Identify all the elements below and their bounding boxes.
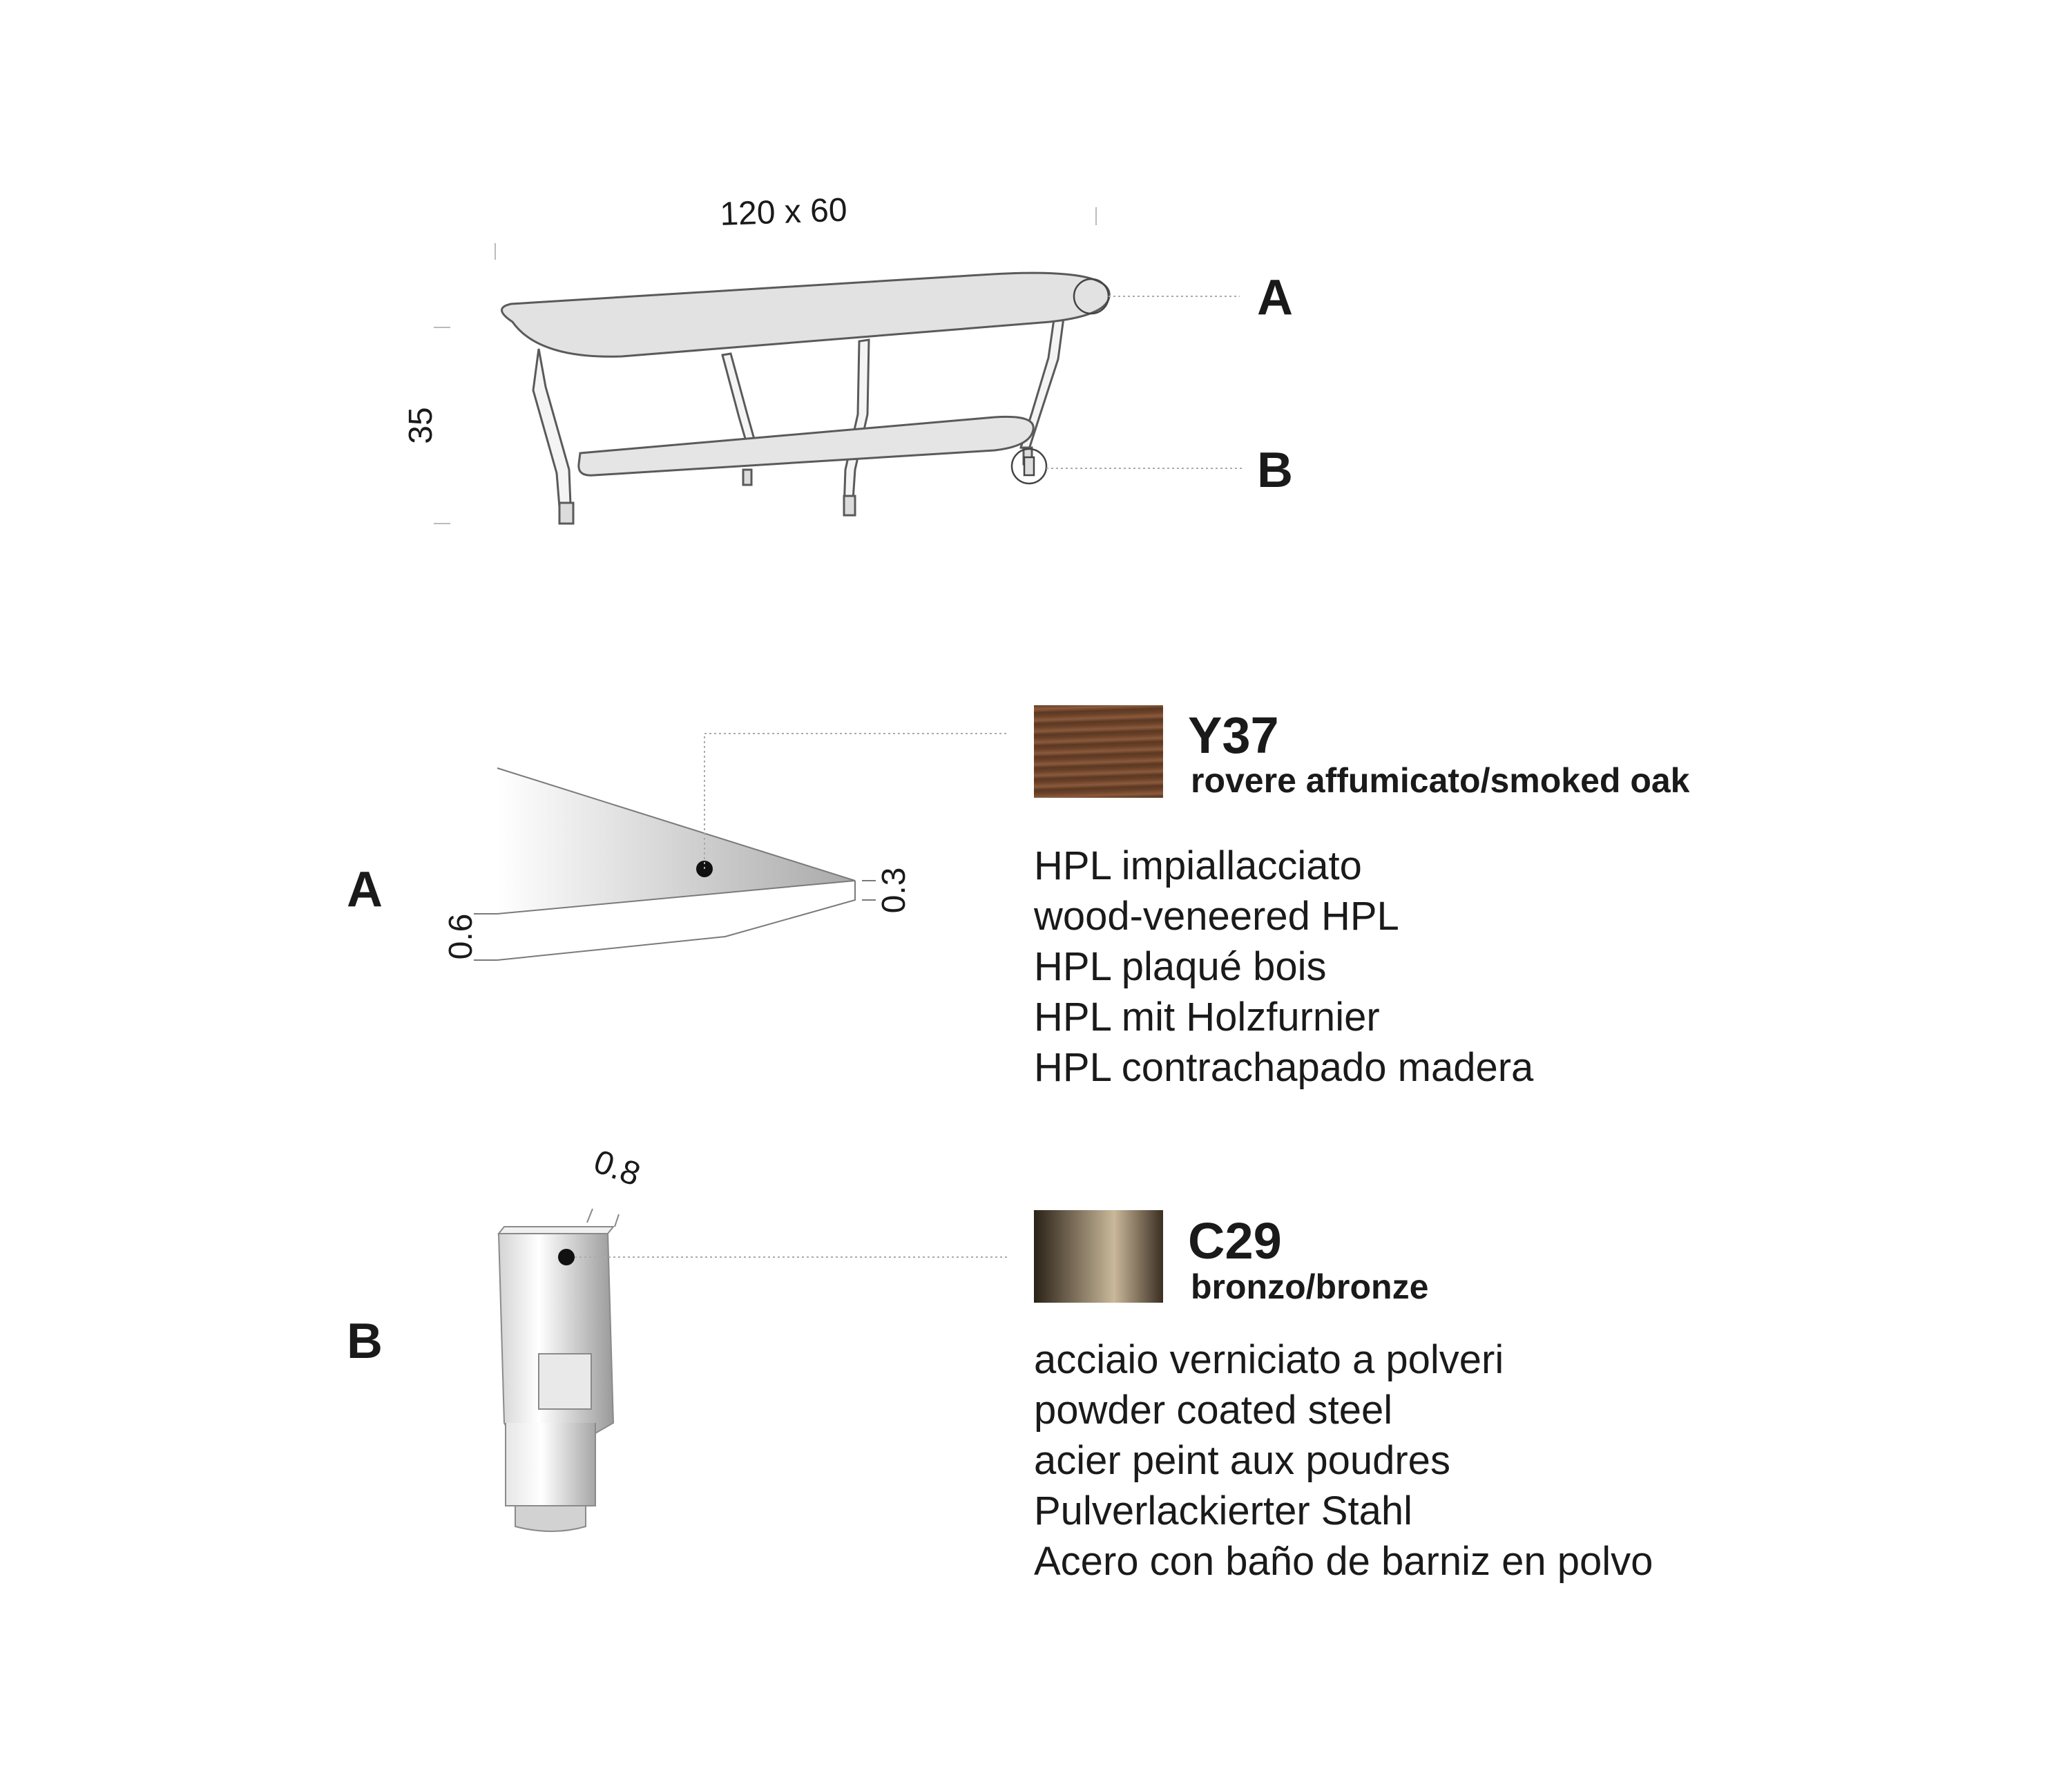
- detail-b-leg-foot: [499, 1227, 613, 1531]
- finish-b-desc-line: acciaio verniciato a polveri: [1034, 1337, 1504, 1382]
- detail-a-edge-profile: [497, 768, 855, 914]
- detail-b-label: B: [347, 1314, 383, 1369]
- finish-a-desc-line: HPL plaqué bois: [1034, 944, 1327, 989]
- finish-b-swatch: [1034, 1210, 1163, 1303]
- finish-b-desc-line: acier peint aux poudres: [1034, 1438, 1450, 1483]
- detail-b-material-dot: [558, 1249, 575, 1265]
- finish-b-desc-line: powder coated steel: [1034, 1388, 1393, 1433]
- finish-b-desc-line: Pulverlackierter Stahl: [1034, 1488, 1412, 1533]
- finish-a-code: Y37: [1188, 707, 1279, 764]
- finish-b-name: bronzo/bronze: [1191, 1267, 1429, 1306]
- finish-b-code: C29: [1188, 1212, 1282, 1270]
- dimension-height-label: 35: [403, 407, 439, 444]
- finish-b-desc-line: Acero con baño de barniz en polvo: [1034, 1539, 1653, 1584]
- finish-a-name: rovere affumicato/smoked oak: [1191, 761, 1690, 800]
- finish-a-desc-line: HPL mit Holzfurnier: [1034, 995, 1380, 1040]
- detail-b-dim-top: 0.8: [588, 1143, 645, 1194]
- dimension-guides: [434, 207, 1096, 524]
- finish-a-descriptions: [1034, 841, 1533, 1093]
- finish-b-descriptions: [1034, 1334, 1653, 1587]
- callout-a-label: A: [1257, 270, 1293, 325]
- detail-b-dim-ticks: [587, 1209, 619, 1227]
- finish-a-desc-line: HPL impiallacciato: [1034, 843, 1362, 888]
- callout-b-label: B: [1257, 443, 1293, 498]
- detail-a-dim-right: 0.3: [876, 867, 912, 914]
- finish-a-desc-line: wood-veneered HPL: [1034, 894, 1399, 939]
- detail-a-dim-left: 0.6: [443, 913, 479, 960]
- table-lower-shelf: [579, 417, 1033, 475]
- table-top: [501, 273, 1109, 356]
- finish-a-desc-line: HPL contrachapado madera: [1034, 1045, 1534, 1090]
- finish-a-swatch: [1034, 705, 1163, 798]
- detail-a-label: A: [347, 862, 383, 917]
- dimension-width-label: 120 x 60: [719, 191, 848, 233]
